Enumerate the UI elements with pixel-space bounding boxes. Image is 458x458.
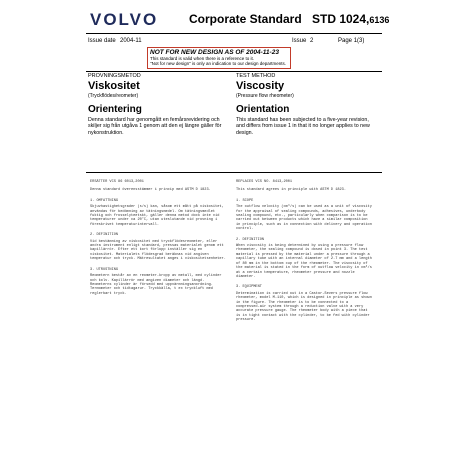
- swedish-body: [90, 180, 226, 298]
- swedish-section: [90, 233, 226, 261]
- document-category: Corporate Standard: [189, 12, 302, 26]
- page-number: 1(3): [353, 38, 365, 44]
- standard-suffix: 6136: [369, 15, 390, 25]
- english-section-text: Determination is carried out in a Castor-Severs pressure flow rheometer, model M-110, which is designed in principle as shown in the figure. The rheometer is to be connected to a compressed-air system through a reduction valve with a very accurate pressure gauge. The rheometer body with a piece that is in tight contact with the cylinder, to be fed with cylinder pressure.: [236, 291, 372, 323]
- swedish-section: [90, 199, 226, 227]
- english-section: [236, 199, 372, 232]
- issue-date-label: Issue date: [88, 38, 116, 44]
- english-orientation-heading: Orientation: [236, 104, 290, 115]
- standard-number: [312, 12, 389, 26]
- swedish-subtitle: (Tryckflödes/reometer): [88, 93, 139, 99]
- swedish-section-text: Reometern består av en reometer-kropp av metall, med cylinder och kolv. Kapillärrör med angiven diameter och längd. Reometerns cylinder är försedd med uppvärmningsanordning. Termometer och tidtagarur. Tryckkälla, t ex tryckluft med reglerbart tryck.: [90, 274, 222, 296]
- swedish-section-heading: 3. UTRUSTNING: [90, 267, 119, 272]
- english-section-text: When viscosity is being determined by using a pressure flow rheometer, the sealing compound is dosed in point 3. The test material is pressed by the material under a pressure through a capillary tube with an internal diameter of 2.7 mm and a length of 80 mm in the bottom cup of the rheometer. The viscosity of the material is stated in the form of outflow velocity in cm³/s at a certain temperature, rheometer pressure and nozzle diameter.: [236, 244, 372, 279]
- english-intro: This standard agrees in principle with ASTM D 1823.: [236, 188, 346, 193]
- english-section: [236, 285, 372, 322]
- warning-title: NOT FOR NEW DESIGN AS OF 2004-11-23: [150, 49, 279, 56]
- page-indicator: [338, 38, 364, 44]
- english-header-column: [236, 73, 386, 136]
- english-section-heading: 3. EQUIPMENT: [236, 285, 262, 290]
- warning-line-2: "Not for new design" is only an indication to our design departments.: [150, 61, 287, 66]
- english-replaces: REPLACES VCS NO. 8413,2001: [236, 180, 293, 184]
- english-method-label: TEST METHOD: [236, 73, 276, 79]
- page-label: Page: [338, 38, 353, 44]
- issue-number: 2: [310, 38, 314, 44]
- english-section-text: The outflow velocity (cm³/s) can be used as a unit of viscosity for the appraisal of sealing compounds, adhesives, underbody sealing compound, etc., particularly when comparison is to be carried out between products which have a similar composition in principle, such as in connection with delivery and operation control.: [236, 205, 372, 232]
- standard-code: STD 1024,: [312, 12, 370, 26]
- header-rule: [86, 33, 382, 34]
- issue-date: 2004-11: [120, 38, 142, 44]
- body-rule: [86, 172, 382, 173]
- swedish-section-text: Skjuvhastighetsgrader (s/s) kan, såsom ett mått på viskositet, användas för bedömning av tätningsmedel. Om tätningsmedlet fuktig och frosselyteetskt, gäller denna metod dock inte vid temperaturer under ca 20°C, utan uteslutande vid provning i föreskrivet temperaturintervall.: [90, 205, 224, 227]
- warning-rule: [86, 71, 382, 72]
- english-body: [236, 180, 372, 325]
- swedish-header-column: [88, 73, 238, 136]
- english-subtitle: (Pressure flow rheometer): [236, 93, 294, 99]
- swedish-section-heading: 2. DEFINITION: [90, 233, 119, 238]
- english-orientation-text: This standard has been subjected to a five-year revision, and differs from issue 1 in that it no longer applies to new design.: [236, 117, 370, 136]
- issue-label: Issue: [292, 38, 307, 44]
- english-section: [236, 238, 372, 280]
- swedish-title: Viskositet: [88, 80, 140, 92]
- english-section-heading: 1. SCOPE: [236, 198, 254, 203]
- swedish-section-heading: 1. OMFATTNING: [90, 198, 119, 203]
- english-title: Viscosity: [236, 80, 285, 92]
- swedish-replaces: ERSÄTTER VCS 86 6013,2001: [90, 180, 144, 184]
- warning-box: [147, 47, 291, 69]
- swedish-section-text: Vid bestämning av viskositet med tryckflödesreometer, eller andra instrument enligt standard, pressas materialet genom ett kapillärrör. Efter ett kort förlopp inställer sig en viskositet. Materialets flödesgrad beräknas vid angiven temperatur och tryck. Mätresultatet anges i viskositetsenheter.: [90, 239, 226, 262]
- english-section-heading: 2. DEFINITION: [236, 237, 265, 242]
- swedish-method-label: PROVNINGSMETOD: [88, 73, 141, 79]
- swedish-intro: Denna standard överensstämmer i princip med ASTM D 1823.: [90, 188, 211, 193]
- warning-line-1: This standard is valid when there is a reference to it.: [150, 56, 255, 61]
- swedish-section: [90, 268, 226, 296]
- swedish-orientation-text: Denna standard har genomgått en femårsrevidering och skiljer sig från utgåva 1 genom att den ej längre gäller för nykonstruktion.: [88, 117, 222, 136]
- volvo-logo: VOLVO: [90, 10, 159, 29]
- swedish-orientation-heading: Orientering: [88, 104, 142, 115]
